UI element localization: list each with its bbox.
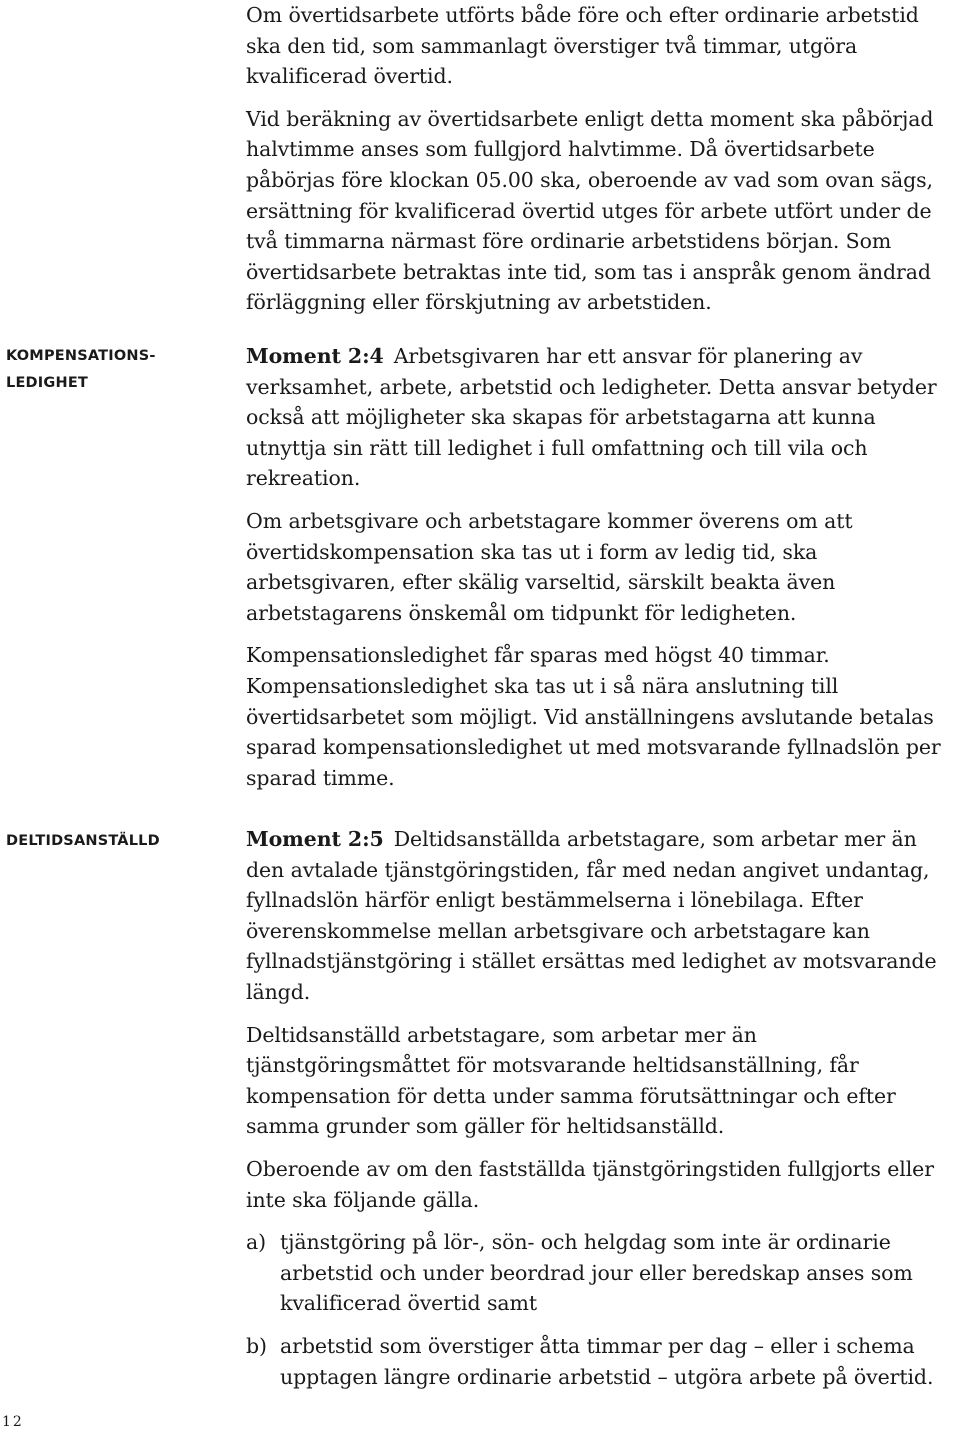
page-number: 12 <box>2 1414 24 1430</box>
margin-heading-part-time <box>6 828 206 855</box>
paragraph: Vid beräkning av övertidsarbete enligt detta moment ska påbörjad halvtimme anses som fullgjord halvtimme. Då övertidsarbete påbörjas före klockan 05.00 ska, oberoende av vad som ovan sägs, ersättning för kvalificerad övertid utges för arbete utfört under de två timmarna närmast före ordinarie arbetstidens början. Som övertidsarbete betraktas inte tid, som tas i anspråk genom ändrad förläggning eller förskjutning av arbetstiden. <box>246 106 934 315</box>
margin-heading-line: DELTIDSANSTÄLLD <box>6 833 160 849</box>
moment-2-5-section <box>246 824 958 1404</box>
list-marker: a) <box>246 1230 267 1255</box>
paragraph: Om övertidsarbete utförts både före och efter ordinarie arbetstid ska den tid, som sammanlagt överstiger två timmar, utgöra kvalificerad övertid. <box>246 3 919 89</box>
margin-heading-compensation-leave <box>6 343 206 397</box>
paragraph <box>246 824 958 1008</box>
moment-label: Moment 2:5 <box>246 827 384 851</box>
list-marker: b) <box>246 1333 267 1358</box>
paragraph: Kompensationsledighet får sparas med högst 40 timmar. Kompensationsledighet ska tas ut i så nära anslutning till övertidsarbetet som möjligt. Vid anställningens avslutande betalas sparad kompensationsledighet ut med motsvarande fyllnadslön per sparad timme. <box>246 643 941 790</box>
paragraph: Oberoende av om den fastställda tjänstgöringstiden fullgjorts eller inte ska följande gälla. <box>246 1156 934 1212</box>
list-item <box>246 1227 958 1319</box>
list-item-text: tjänstgöring på lör-, sön- och helgdag som inte är ordinarie arbetstid och under beordrad jour eller beredskap anses som kvalificerad övertid samt <box>280 1230 913 1316</box>
paragraph: Deltidsanställd arbetstagare, som arbetar mer än tjänstgöringsmåttet för motsvarande heltidsanställning, får kompensation för detta under samma förutsättningar och efter samma grunder som gäller för heltidsanställd. <box>246 1022 896 1139</box>
margin-heading-line: LEDIGHET <box>6 375 89 391</box>
list-item <box>246 1331 958 1392</box>
intro-section <box>246 0 958 318</box>
moment-2-4-section <box>246 341 958 793</box>
moment-label: Moment 2:4 <box>246 344 384 368</box>
margin-heading-line: KOMPENSATIONS- <box>6 348 156 364</box>
paragraph <box>246 341 958 494</box>
paragraph-text: Deltidsanställda arbetstagare, som arbetar mer än den avtalade tjänstgöringstiden, får med nedan angivet undantag, fyllnadslön härför enligt bestämmelserna i lönebilaga. Efter överenskommelse mellan arbetsgivare och arbetstagare kan fyllnadstjänstgöring i stället ersättas med ledighet av motsvarande längd. <box>246 827 937 1004</box>
paragraph-text: Arbetsgivaren har ett ansvar för planering av verksamhet, arbete, arbetstid och ledigheter. Detta ansvar betyder också att möjligheter ska skapas för arbetstagarna att kunna utnyttja sin rätt till ledighet i full omfattning och till vila och rekreation. <box>246 344 937 491</box>
paragraph: Om arbetsgivare och arbetstagare kommer överens om att övertidskompensation ska tas ut i form av ledig tid, ska arbetsgivaren, efter skälig varseltid, särskilt beakta även arbetstagarens önskemål om tidpunkt för ledigheten. <box>246 508 853 625</box>
list-item-text: arbetstid som överstiger åtta timmar per dag – eller i schema upptagen längre ordinarie arbetstid – utgöra arbete på övertid. <box>280 1333 934 1389</box>
